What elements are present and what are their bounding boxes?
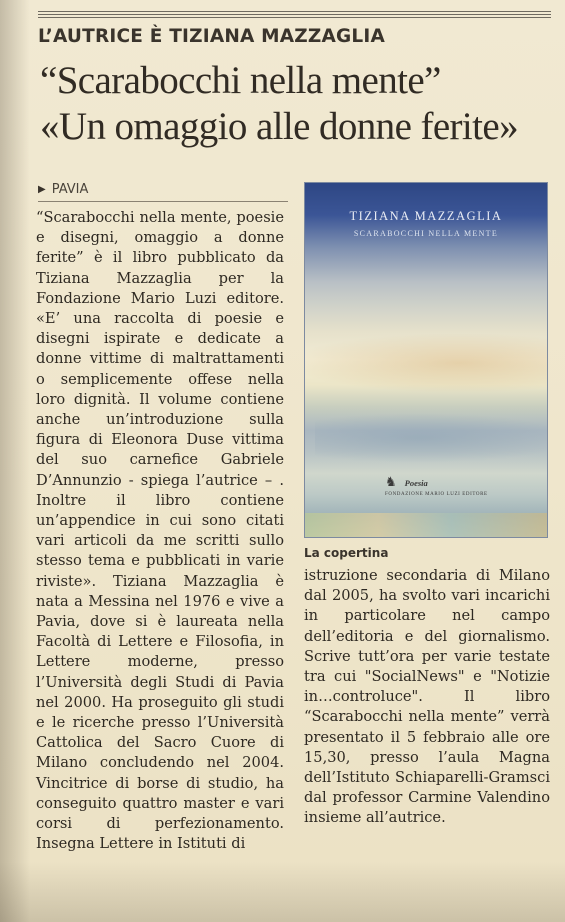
image-caption: La copertina	[304, 546, 389, 560]
cover-series: Poesia	[404, 478, 428, 488]
kicker: L’AUTRICE È TIZIANA MAZZAGLIA	[38, 26, 386, 47]
headline	[40, 58, 560, 150]
cover-title: SCARABOCCHI NELLA MENTE	[353, 229, 499, 238]
dateline	[38, 178, 288, 200]
headline-line-2: «Un omaggio alle donne ferite»	[40, 105, 519, 148]
article-body-left	[36, 208, 284, 855]
headline-line-1: “Scarabocchi nella mente”	[40, 59, 441, 102]
page-shadow	[0, 0, 30, 922]
body-text-right: istruzione secondaria di Milano dal 2005, ha svolto vari incarichi in particolare nel campo dell’editoria e del giornalismo. Scrive tutt’ora per varie testate tra cui "SocialNews" e "Notizie in…controluce". Il libro “Scarabocchi nella mente” verrà presentato il 5 febbraio alle ore 15,30, presso l’aula Magna dell’Istituto Schiaparelli-Gramsci dal professor Carmine Valendino insieme all’autrice.	[304, 567, 550, 827]
top-rule	[38, 10, 551, 18]
cover-paint	[305, 513, 548, 538]
dateline-label: PAVIA	[51, 181, 89, 197]
cover-publisher-logo	[385, 473, 505, 497]
cover-author: TIZIANA MAZZAGLIA	[349, 209, 503, 223]
book-cover-image	[304, 182, 548, 538]
article-body-right	[304, 566, 550, 829]
cover-paint	[315, 413, 548, 463]
dateline-rule	[38, 201, 288, 202]
cover-publisher: FONDAZIONE MARIO LUZI EDITORE	[385, 492, 488, 497]
page-shade	[0, 862, 565, 922]
cover-paint	[304, 333, 548, 393]
publisher-mark-icon: ♞	[385, 474, 397, 489]
triangle-icon: ▶	[38, 183, 46, 195]
body-text-left: “Scarabocchi nella mente, poesie e disegni, omaggio a donne ferite” è il libro pubblicato da Tiziana Mazzaglia per la Fondazione Mario Luzi editore. «E’ una raccolta di poesie e disegni ispirate e dedicate a donne vittime di maltrattamenti o semplicemente offese nella loro dignità. Il volume contiene anche un’introduzione sulla figura di Eleonora Duse vittima del suo carnefice Gabriele D’Annunzio - spiega l’autrice – . Inoltre il libro contiene un’appendice in cui sono citati vari articoli da me scritti sullo stesso tema e pubblicati in varie riviste». Tiziana Mazzaglia è nata a Messina nel 1976 e vive a Pavia, dove si è laureata nella Facoltà di Lettere e Filosofia, in Lettere moderne, presso l’Università degli Studi di Pavia nel 2000. Ha proseguito gli studi e le ricerche presso l’Università Cattolica del Sacro Cuore di Milano concludendo nel 2004. Vincitrice di borse di studio, ha conseguito quattro master e vari corsi di perfezionamento. Insegna Lettere in Istituti di	[36, 209, 284, 853]
